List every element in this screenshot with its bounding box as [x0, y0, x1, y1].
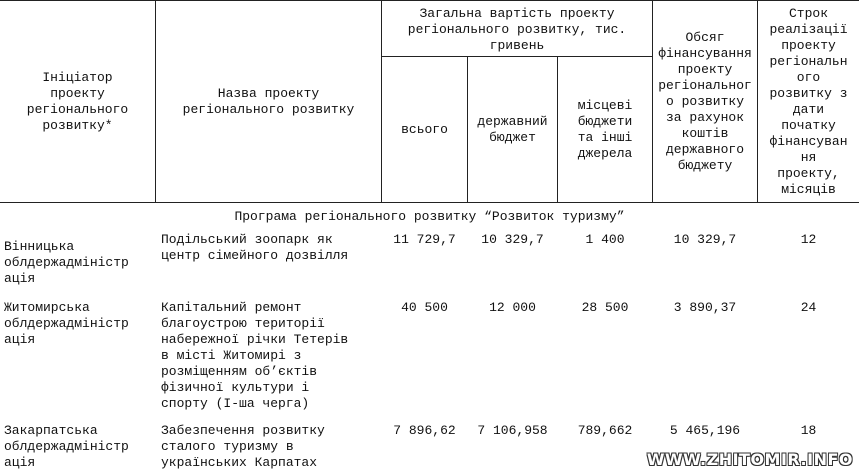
row-3-funding: 5 465,196	[669, 423, 741, 438]
header-total-cost-text: Загальна вартість проекту регіонального розвитку, тис. гривень	[407, 6, 627, 53]
header-term	[758, 1, 859, 202]
watermark: WWW.ZHITOMIR.INFO	[646, 450, 853, 469]
row-1-local: 1 400	[585, 232, 625, 247]
row-3-initiator: Закарпатська облдержадміністр ація	[4, 423, 129, 470]
header-term-text: Строк реалізації проекту регіональн ого розвитку з дати початку фінансуван ня проекту, місяців	[769, 5, 848, 197]
header-all-text: всього	[401, 121, 448, 137]
row-3-project: Забезпечення розвитку сталого туризму в українських Карпатах	[161, 423, 325, 470]
row-1-state: 10 329,7	[481, 232, 544, 247]
row-2-funding: 3 890,37	[673, 300, 737, 315]
row-2-project: Капітальний ремонт благоустрою території набережної річки Тетерів в місті Житомирі з розміщенням об’єктів фізичної культури і спорту (І-ша черга)	[161, 300, 349, 411]
program-title: Програма регіонального розвитку “Розвиток туризму”	[234, 209, 625, 224]
header-bottom-border	[0, 202, 859, 203]
row-2-total: 40 500	[401, 300, 448, 315]
row-1-initiator: Вінницька облдержадміністр ація	[4, 239, 129, 286]
row-3-local: 789,662	[577, 423, 633, 438]
row-2-state: 12 000	[489, 300, 536, 315]
header-total-cost	[382, 5, 652, 55]
row-1-term: 12	[800, 232, 817, 247]
row-1-total: 11 729,7	[393, 232, 456, 247]
header-all	[382, 57, 467, 202]
row-3-term: 18	[800, 423, 817, 438]
header-funding-volume	[653, 1, 757, 202]
header-funding-volume-text: Обсяг фінансування проекту регіональног о розвитку за рахунок коштів державного бюджету	[658, 29, 752, 173]
row-2-local: 28 500	[581, 300, 629, 315]
header-project-name	[156, 1, 381, 202]
row-2-initiator: Житомирська облдержадміністр ація	[4, 300, 129, 347]
header-local-budgets	[558, 57, 652, 202]
row-2-term: 24	[800, 300, 817, 315]
row-3-total: 7 896,62	[393, 423, 456, 438]
row-3-state: 7 106,958	[477, 423, 548, 438]
header-state-budget-text: державний бюджет	[477, 113, 548, 145]
header-initiator	[0, 1, 155, 202]
header-state-budget	[468, 57, 557, 202]
row-1-project: Подільський зоопарк як центр сімейного дозвілля	[161, 232, 349, 263]
row-1-funding: 10 329,7	[673, 232, 737, 247]
header-initiator-text: Ініціатор проекту регіонального розвитку*	[26, 69, 129, 133]
header-local-budgets-text: місцеві бюджети та інші джерела	[577, 97, 633, 161]
header-project-name-text: Назва проекту регіонального розвитку	[182, 85, 355, 117]
